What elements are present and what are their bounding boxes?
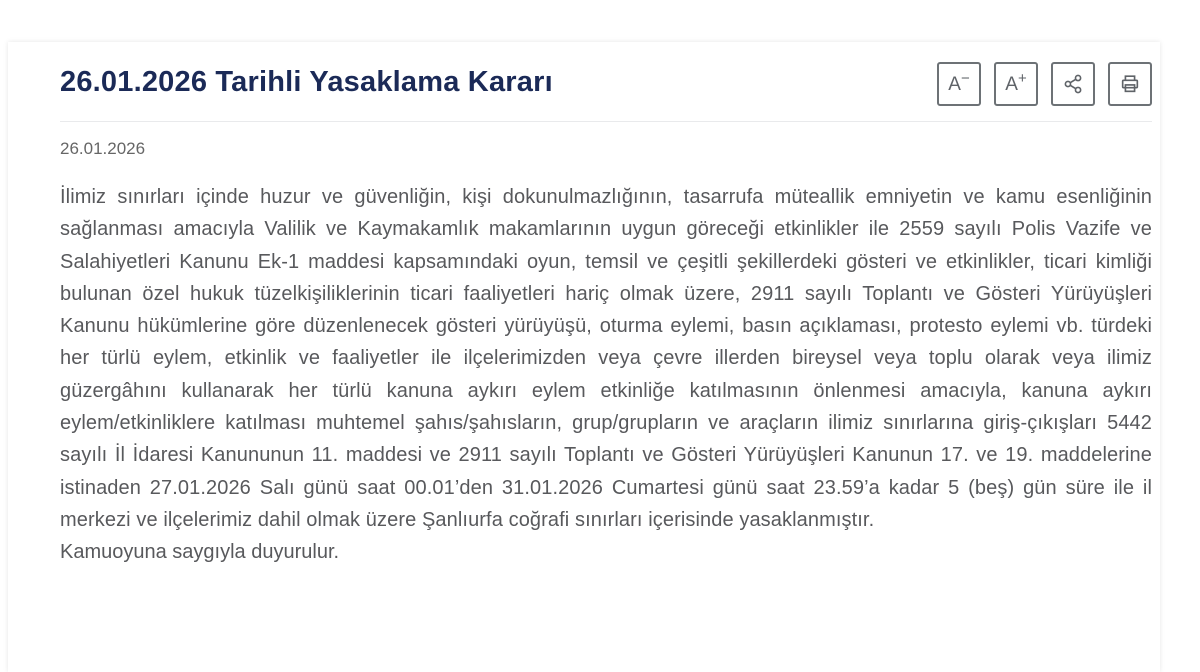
printer-icon [1119, 73, 1141, 95]
title-row [60, 58, 1152, 106]
print-button[interactable] [1108, 62, 1152, 106]
plus-sign: + [1017, 69, 1027, 87]
font-increase-button[interactable] [994, 62, 1038, 106]
share-button[interactable] [1051, 62, 1095, 106]
toolbar [937, 62, 1152, 106]
article-closing-text: Kamuoyuna saygıyla duyurulur. [60, 541, 340, 564]
font-decrease-label: A [948, 73, 961, 95]
title-divider [60, 121, 1152, 122]
font-decrease-button[interactable] [937, 62, 981, 106]
page-title: 26.01.2026 Tarihli Yasaklama Kararı [60, 66, 553, 98]
content-card [8, 42, 1160, 672]
font-increase-label: A [1005, 73, 1018, 95]
share-icon [1062, 73, 1084, 95]
article-date: 26.01.2026 [60, 139, 146, 158]
minus-sign: − [960, 69, 970, 87]
article-body-text: İlimiz sınırları içinde huzur ve güvenliğin, kişi dokunulmazlığının, tasarrufa müteallik emniyetin ve kamu esenliğinin sağlanması amacıyla Valilik ve Kaymakamlık makamlarının uygun göreceği etkinlikler ile 2559 sayılı Polis Vazife ve Salahiyetleri Kanunu Ek-1 maddesi kapsamındaki oyun, temsil ve çeşitli şekillerdeki gösteri ve etkinlikler, ticari kimliği bulunan özel hukuk tüzelkişiliklerinin ticari faaliyetleri hariç olmak üzere, 2911 sayılı Toplantı ve Gösteri Yürüyüşleri Kanunu hükümlerine göre düzenlenecek gösteri yürüyüşü, oturma eylemi, basın açıklaması, protesto eylemi vb. türdeki her türlü eylem, etkinlik ve faaliyetler ile ilçelerimizden veya çevre illerden bireysel veya toplu olarak veya ilimiz güzergâhını kullanarak her türlü kanuna aykırı eylem etkinliğe katılmasının önlenmesi amacıyla, kanuna aykırı eylem/etkinliklere katılması muhtemel şahıs/şahısların, grup/grupların ve araçların ilimiz sınırlarına giriş-çıkışları 5442 sayılı İl İdaresi Kanununun 11. maddesi ve 2911 sayılı Toplantı ve Gösteri Yürüyüşleri Kanunun 17. ve 19. maddelerine istinaden 27.01.2026 Salı günü saat 00.01’den 31.01.2026 Cumartesi günü saat 23.59’a kadar 5 (beş) gün süre ile il merkezi ve ilçelerimiz dahil olmak üzere Şanlıurfa coğrafi sınırları içerisinde yasaklanmıştır. [60, 186, 1152, 531]
